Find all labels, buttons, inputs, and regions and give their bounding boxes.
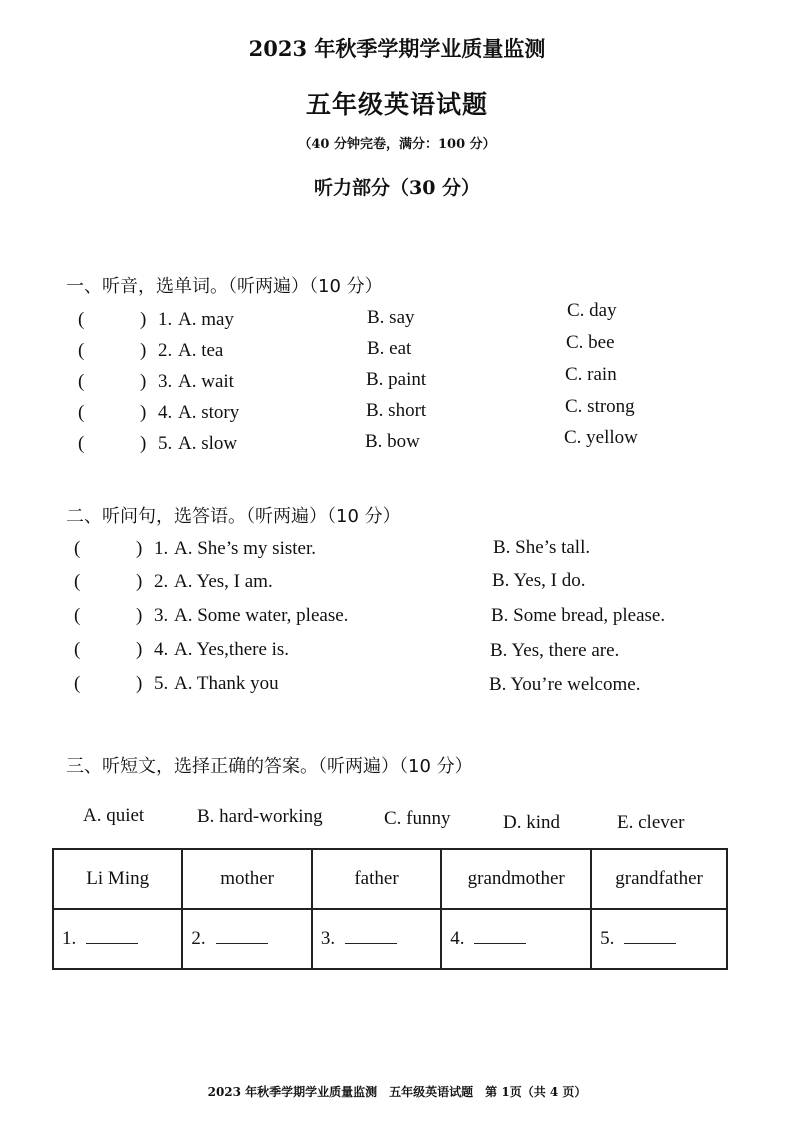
answer-paren-close: ) [136, 571, 143, 592]
answer-paren-close: ) [140, 402, 147, 423]
exam-title: 2023 年秋季学期学业质量监测 [248, 36, 546, 61]
answer-paren[interactable]: ( [78, 309, 85, 330]
q-number: 5. [158, 433, 173, 454]
answer-paren-close: ) [136, 673, 143, 694]
answer-blank[interactable] [345, 942, 397, 944]
option-a: A. Thank you [174, 673, 279, 694]
q-number: 3. [158, 371, 173, 392]
answer-paren[interactable]: ( [78, 402, 85, 423]
option-a: A. She’s my sister. [174, 538, 316, 559]
header-cell: father [312, 849, 441, 909]
page-footer: 2023 年秋季学期学业质量监测 五年级英语试题 第 1页（共 4 页） [207, 1085, 587, 1099]
answer-table [52, 848, 728, 970]
header-cell: grandfather [591, 849, 727, 909]
answer-paren[interactable]: ( [74, 639, 81, 660]
blank-number: 2. [191, 928, 206, 949]
option-a: A. tea [178, 340, 224, 361]
choice-d: D. kind [503, 812, 560, 833]
option-b: B. short [366, 400, 427, 421]
q-number: 4. [158, 402, 173, 423]
option-a: A. story [178, 402, 240, 423]
header-cell: grandmother [441, 849, 591, 909]
option-c: C. rain [565, 364, 617, 385]
answer-paren[interactable]: ( [78, 433, 85, 454]
choice-c: C. funny [384, 808, 451, 829]
option-a: A. may [178, 309, 234, 330]
answer-cell[interactable] [312, 909, 441, 969]
section3-title: 三、听短文，选择正确的答案。（听两遍）（10 分） [66, 756, 473, 777]
answer-paren[interactable]: ( [78, 340, 85, 361]
q-number: 5. [154, 673, 169, 694]
option-b: B. paint [366, 369, 427, 390]
option-b: B. You’re welcome. [489, 674, 641, 695]
blank-number: 4. [450, 928, 465, 949]
answer-paren-close: ) [140, 309, 147, 330]
choice-a: A. quiet [83, 805, 145, 826]
section1-title: 一、听音，选单词。（听两遍）（10 分） [66, 276, 383, 297]
option-b: B. Yes, there are. [490, 640, 620, 661]
q-number: 1. [154, 538, 169, 559]
option-c: C. bee [566, 332, 615, 353]
answer-paren-close: ) [140, 433, 147, 454]
option-a: A. Yes, I am. [174, 571, 273, 592]
option-a: A. slow [178, 433, 238, 454]
section2-title: 二、听问句，选答语。（听两遍）（10 分） [66, 506, 401, 527]
answer-blank[interactable] [216, 942, 268, 944]
option-a: A. wait [178, 371, 234, 392]
answer-blank[interactable] [86, 942, 138, 944]
answer-cell[interactable] [53, 909, 182, 969]
answer-blank[interactable] [624, 942, 676, 944]
option-b: B. She’s tall. [493, 537, 591, 558]
table-header-row [53, 849, 727, 909]
option-a: A. Yes,there is. [174, 639, 290, 660]
time-info: （40 分钟完卷，满分：100 分） [298, 137, 496, 152]
option-b: B. Yes, I do. [492, 570, 586, 591]
answer-blank[interactable] [474, 942, 526, 944]
option-b: B. Some bread, please. [491, 605, 666, 626]
answer-paren-close: ) [140, 371, 147, 392]
choice-b: B. hard-working [197, 806, 323, 827]
answer-paren-close: ) [140, 340, 147, 361]
option-c: C. strong [565, 396, 635, 417]
answer-cell[interactable] [441, 909, 591, 969]
blank-number: 3. [320, 928, 336, 949]
answer-paren[interactable]: ( [78, 371, 85, 392]
choice-e: E. clever [617, 812, 685, 833]
header-cell: Li Ming [53, 849, 182, 909]
option-b: B. bow [365, 431, 420, 452]
q-number: 3. [154, 605, 169, 626]
option-c: C. yellow [564, 427, 638, 448]
answer-paren-close: ) [136, 639, 143, 660]
answer-cell[interactable] [182, 909, 311, 969]
q-number: 4. [154, 639, 169, 660]
answer-paren[interactable]: ( [74, 605, 81, 626]
answer-paren[interactable]: ( [74, 571, 81, 592]
answer-paren[interactable]: ( [74, 673, 81, 694]
option-b: B. say [367, 307, 415, 328]
answer-cell[interactable] [591, 909, 727, 969]
header-cell: mother [182, 849, 311, 909]
q-number: 1. [158, 309, 173, 330]
option-b: B. eat [367, 338, 412, 359]
answer-paren[interactable]: ( [74, 538, 81, 559]
answer-paren-close: ) [136, 538, 143, 559]
q-number: 2. [158, 340, 173, 361]
q-number: 2. [154, 571, 169, 592]
paper-title: 五年级英语试题 [305, 90, 488, 119]
table-answer-row [53, 909, 727, 969]
blank-number: 5. [600, 928, 615, 949]
part-title: 听力部分（30 分） [313, 177, 481, 199]
option-a: A. Some water, please. [174, 605, 349, 626]
option-c: C. day [567, 300, 617, 321]
answer-paren-close: ) [136, 605, 143, 626]
blank-number: 1. [62, 928, 77, 949]
